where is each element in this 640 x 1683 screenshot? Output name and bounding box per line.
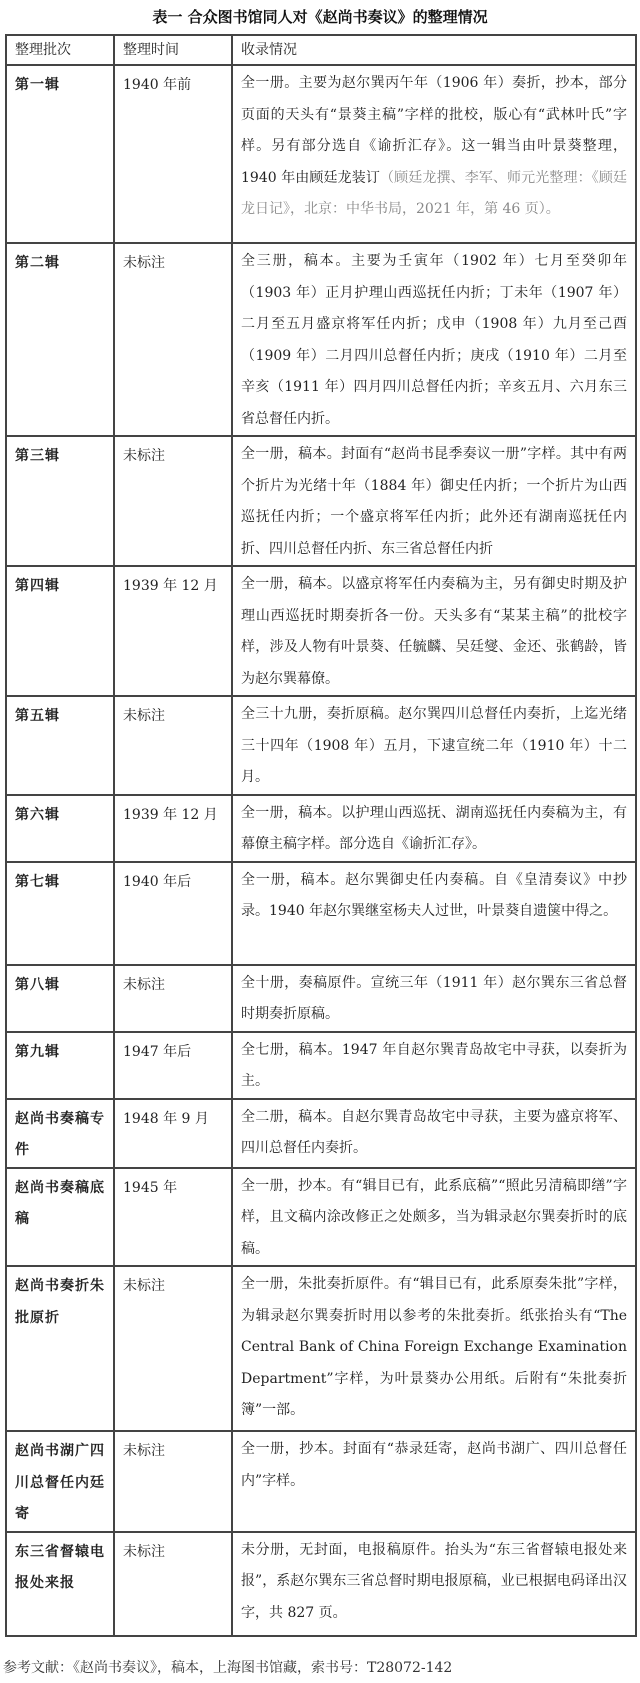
table-header-row	[6, 35, 636, 65]
cell-contents	[232, 696, 636, 795]
contents-text: 全一册，稿本。以护理山西巡抚、湖南巡抚任内奏稿为主，有幕僚主稿字样。部分选自《谕折汇存》。	[241, 804, 627, 852]
contents-text: 全三册，稿本。主要为壬寅年（1902 年）七月至癸卯年（1903 年）正月护理山西巡抚任内折；丁未年（1907 年）二月至五月盛京将军任内折；戊申（1908 年）九月至己酉（1909 年）二月四川总督任内折；庚戌（1910 年）二月至辛亥（1911 年）四月四川总督任内折；辛亥五月、六月东三省总督任内折。	[241, 253, 627, 427]
contents-text: 全一册，稿本。封面有“赵尚书昆季奏议一册”字样。其中有两个折片为光绪十年（1884 年）御史任内折；一个折片为山西巡抚任内折；一个盛京将军任内折；此外还有湖南巡抚任内折、四川总督任内折、东三省总督任内折	[241, 446, 627, 557]
cell-time: 1947 年后	[114, 1032, 232, 1099]
cell-contents	[232, 965, 636, 1032]
table-row	[6, 65, 636, 243]
cell-time: 未标注	[114, 1532, 232, 1636]
cell-contents	[232, 1532, 636, 1636]
cell-time: 未标注	[114, 1266, 232, 1431]
cell-contents	[232, 862, 636, 965]
table-row	[6, 965, 636, 1032]
cell-contents	[232, 1099, 636, 1168]
table-row	[6, 243, 636, 436]
cell-contents	[232, 65, 636, 243]
cell-time: 1945 年	[114, 1168, 232, 1267]
contents-text: 全一册，朱批奏折原件。有“辑目已有，此系原奏朱批”字样，为辑录赵尔巽奏折时用以参考的朱批奏折。纸张抬头有“The Central Bank of China Foreign Exchange Examination Department”字样，为叶景葵办公用纸。后附有“朱批奏折簿”一部。	[241, 1276, 627, 1418]
cell-contents	[232, 795, 636, 862]
cell-contents	[232, 1266, 636, 1431]
table-row	[6, 795, 636, 862]
cell-batch: 第一辑	[6, 65, 114, 243]
cell-time: 1940 年后	[114, 862, 232, 965]
contents-text: 全十册，奏稿原件。宣统三年（1911 年）赵尔巽东三省总督时期奏折原稿。	[241, 974, 627, 1022]
contents-text: 全三十九册，奏折原稿。赵尔巽四川总督任内奏折，上迄光绪三十四年（1908 年）五月，下逮宣统二年（1910 年）十二月。	[241, 706, 627, 785]
table-row	[6, 862, 636, 965]
table-row	[6, 696, 636, 795]
table-row	[6, 436, 636, 566]
cell-batch: 第七辑	[6, 862, 114, 965]
cell-time: 1940 年前	[114, 65, 232, 243]
table-row	[6, 1099, 636, 1168]
cell-time: 1939 年 12 月	[114, 795, 232, 862]
cell-batch: 赵尚书湖广四川总督任内廷寄	[6, 1431, 114, 1532]
cell-time: 未标注	[114, 965, 232, 1032]
cell-time: 1948 年 9 月	[114, 1099, 232, 1168]
cell-batch: 赵尚书奏稿专件	[6, 1099, 114, 1168]
contents-text: 全一册，稿本。以盛京将军任内奏稿为主，另有御史时期及护理山西巡抚时期奏折各一份。天头多有“某某主稿”的批校字样，涉及人物有叶景葵、任毓麟、吴廷燮、金还、张鹤龄，皆为赵尔巽幕僚。	[241, 576, 627, 687]
contents-text: 全一册，抄本。封面有“恭录廷寄，赵尚书湖广、四川总督任内”字样。	[241, 1441, 627, 1489]
cell-contents	[232, 436, 636, 566]
cell-time: 未标注	[114, 696, 232, 795]
contents-text: 全二册，稿本。自赵尔巽青岛故宅中寻获，主要为盛京将军、四川总督任内奏折。	[241, 1108, 627, 1156]
cell-batch: 第四辑	[6, 566, 114, 696]
header-batch: 整理批次	[6, 35, 114, 65]
cell-batch: 东三省督辕电报处来报	[6, 1532, 114, 1636]
collation-table	[5, 34, 637, 1637]
cell-time: 未标注	[114, 436, 232, 566]
cell-time: 1939 年 12 月	[114, 566, 232, 696]
contents-text: 全一册，稿本。赵尔巽御史任内奏稿。自《皇清奏议》中抄录。1940 年赵尔巽继室杨夫人过世，叶景葵自遗箧中得之。	[241, 871, 627, 919]
cell-batch: 赵尚书奏稿底稿	[6, 1168, 114, 1267]
cell-contents	[232, 566, 636, 696]
cell-batch: 第六辑	[6, 795, 114, 862]
table-row	[6, 1266, 636, 1431]
table-title: 表一 合众图书馆同人对《赵尚书奏议》的整理情况	[152, 8, 488, 26]
table-row	[6, 1532, 636, 1636]
header-contents: 收录情况	[232, 35, 636, 65]
table-row	[6, 1032, 636, 1099]
cell-contents	[232, 1431, 636, 1532]
cell-contents	[232, 1032, 636, 1099]
cell-batch: 第八辑	[6, 965, 114, 1032]
contents-text: 未分册，无封面，电报稿原件。抬头为“东三省督辕电报处来报”，系赵尔巽东三省总督时期电报原稿，业已根据电码译出汉字，共 827 页。	[241, 1541, 627, 1621]
cell-batch: 第二辑	[6, 243, 114, 436]
cell-time: 未标注	[114, 243, 232, 436]
cell-batch: 第九辑	[6, 1032, 114, 1099]
table-row	[6, 1168, 636, 1267]
contents-text: 全一册。主要为赵尔巽丙午年（1906 年）奏折，抄本，部分页面的天头有“景葵主稿”字样的批校，版心有“武林叶氏”字样。另有部分选自《谕折汇存》。这一辑当由叶景葵整理，1940 年由顾廷龙装订	[241, 75, 627, 186]
table-row	[6, 1431, 636, 1532]
cell-batch: 第三辑	[6, 436, 114, 566]
citation-text: （顾廷龙撰、李军、师元光整理：《顾廷龙日记》，北京：中华书局，2021 年，第 46 页）。	[241, 169, 627, 217]
footnote-reference: 参考文献：《赵尚书奏议》，稿本，上海图书馆藏，索书号：T28072-142	[3, 1660, 453, 1676]
table-row	[6, 566, 636, 696]
cell-contents	[232, 1168, 636, 1267]
contents-text: 全七册，稿本。1947 年自赵尔巽青岛故宅中寻获，以奏折为主。	[241, 1041, 627, 1089]
cell-batch: 第五辑	[6, 696, 114, 795]
cell-batch: 赵尚书奏折朱批原折	[6, 1266, 114, 1431]
cell-contents	[232, 243, 636, 436]
cell-time: 未标注	[114, 1431, 232, 1532]
header-time: 整理时间	[114, 35, 232, 65]
contents-text: 全一册，抄本。有“辑目已有，此系底稿”“照此另清稿即缮”字样，且文稿内涂改修正之处颇多，当为辑录赵尔巽奏折时的底稿。	[241, 1177, 627, 1257]
